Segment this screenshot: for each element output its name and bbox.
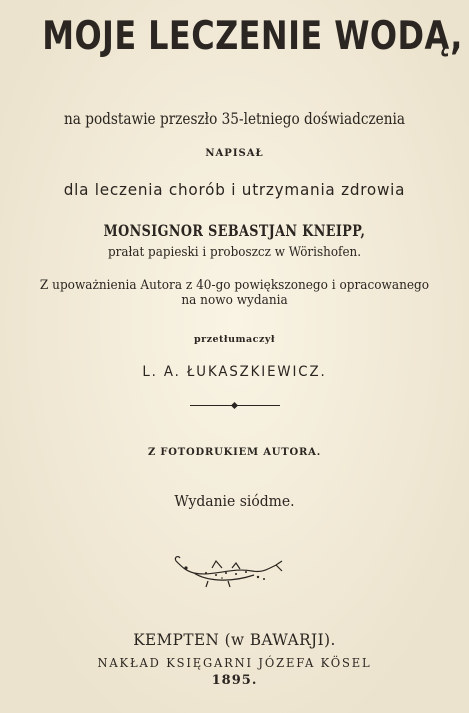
publisher-name: NAKŁAD KSIĘGARNI JÓZEFA KÖSEL bbox=[97, 655, 372, 670]
ornamental-divider bbox=[190, 405, 280, 406]
book-subtitle: na podstawie przeszło 35-letniego doświadczenia bbox=[63, 110, 406, 128]
book-title: MOJE LECZENIE WODĄ, bbox=[42, 14, 463, 59]
authorization-line-1: Z upoważnienia Autora z 40-go powiększonego i opracowanego bbox=[39, 278, 430, 293]
written-by-label: NAPISAŁ bbox=[205, 148, 264, 159]
fish-ornament-icon bbox=[172, 553, 284, 589]
edition-note: Wydanie siódme. bbox=[174, 492, 295, 510]
author-title: prałat papieski i proboszcz w Wörishofen. bbox=[107, 245, 362, 260]
author-name: MONSIGNOR SEBASTJAN KNEIPP, bbox=[103, 221, 366, 240]
book-purpose: dla leczenia chorób i utrzymania zdrowia bbox=[63, 180, 406, 199]
publication-city: KEMPTEN (w BAWARJI). bbox=[133, 630, 336, 649]
translated-by-label: przetłumaczył bbox=[193, 334, 276, 345]
publication-year: 1895. bbox=[211, 673, 258, 688]
translator-name: L. A. ŁUKASZKIEWICZ. bbox=[142, 364, 327, 380]
photo-note: Z FOTODRUKIEM AUTORA. bbox=[148, 447, 321, 458]
authorization-line-2: na nowo wydania bbox=[181, 293, 288, 308]
